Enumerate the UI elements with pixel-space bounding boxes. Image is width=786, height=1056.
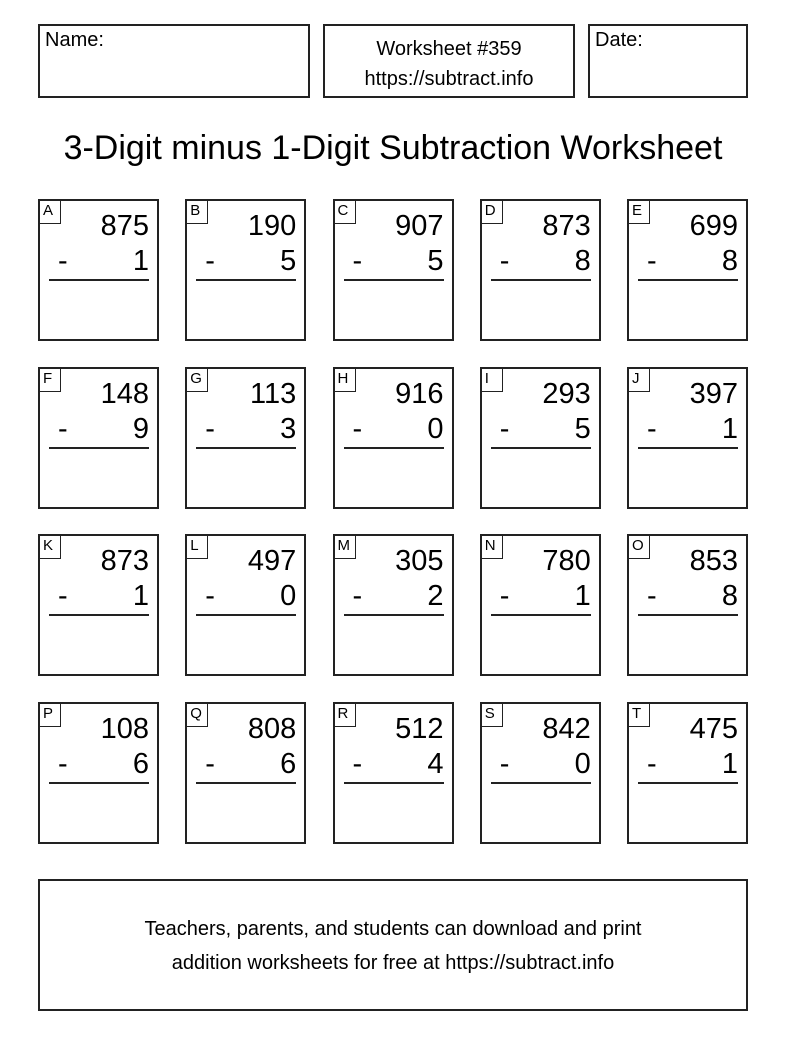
subtrahend: 2 <box>427 580 444 613</box>
worksheet-number: Worksheet #359 <box>376 38 522 60</box>
problem-cell[interactable] <box>333 702 454 844</box>
problem-cell[interactable] <box>480 367 601 509</box>
problem-cell[interactable] <box>627 534 748 676</box>
answer-line <box>196 447 296 449</box>
problem-cell[interactable] <box>480 702 601 844</box>
minuend: 293 <box>542 377 591 410</box>
problem-cell[interactable] <box>38 702 159 844</box>
problem-cell[interactable] <box>38 367 159 509</box>
subtrahend: 1 <box>132 580 149 613</box>
minus-sign: - <box>352 245 363 277</box>
problem-cell[interactable] <box>185 534 306 676</box>
minus-sign: - <box>647 412 657 445</box>
problem-letter: I <box>482 369 503 392</box>
minus-sign: - <box>352 748 363 781</box>
answer-line <box>344 279 444 281</box>
minus-sign: - <box>58 412 68 445</box>
minuend: 113 <box>250 377 297 410</box>
problem-letter: N <box>482 536 503 559</box>
subtrahend: 5 <box>427 245 444 277</box>
problem-letter: L <box>187 536 208 559</box>
worksheet-info-box <box>323 24 575 98</box>
subtrahend: 1 <box>574 580 591 613</box>
minus-sign: - <box>647 580 657 613</box>
footer-box <box>38 879 748 1011</box>
answer-line <box>196 782 296 784</box>
problem-letter: S <box>482 704 503 727</box>
minuend: 108 <box>100 713 149 746</box>
name-label: Name: <box>45 29 104 51</box>
footer-text-line-1: Teachers, parents, and students can download and print <box>144 918 642 940</box>
subtrahend: 3 <box>280 412 297 445</box>
minus-sign: - <box>205 412 215 445</box>
problem-cell[interactable] <box>185 199 306 341</box>
subtrahend: 1 <box>721 412 738 445</box>
minus-sign: - <box>647 748 657 781</box>
minuend: 780 <box>542 545 591 578</box>
minuend: 148 <box>100 377 149 410</box>
problem-cell[interactable] <box>333 199 454 341</box>
answer-line <box>344 614 444 616</box>
minus-sign: - <box>352 412 363 445</box>
worksheet-url[interactable]: https://subtract.info <box>364 68 534 90</box>
minus-sign: - <box>499 748 510 781</box>
subtrahend: 0 <box>280 580 297 613</box>
subtrahend: 6 <box>280 748 297 781</box>
subtrahend: 0 <box>574 748 591 781</box>
answer-line <box>491 614 591 616</box>
answer-line <box>49 279 149 281</box>
subtrahend: 1 <box>132 245 149 277</box>
minus-sign: - <box>499 580 510 613</box>
answer-line <box>491 447 591 449</box>
answer-line <box>196 279 296 281</box>
minus-sign: - <box>58 748 68 781</box>
name-box[interactable] <box>38 24 310 98</box>
problem-grid <box>38 199 748 842</box>
minuend: 907 <box>395 210 444 242</box>
answer-line <box>491 279 591 281</box>
problem-cell[interactable] <box>480 199 601 341</box>
answer-line <box>344 447 444 449</box>
subtrahend: 8 <box>721 245 738 277</box>
minus-sign: - <box>647 245 657 277</box>
page-title: 3-Digit minus 1-Digit Subtraction Worksheet <box>63 129 723 167</box>
problem-cell[interactable] <box>627 199 748 341</box>
problem-letter: K <box>40 536 61 559</box>
minus-sign: - <box>58 245 68 277</box>
minuend: 475 <box>689 713 738 746</box>
minuend: 397 <box>689 377 738 410</box>
problem-cell[interactable] <box>627 702 748 844</box>
footer-text-line-2: addition worksheets for free at https://subtract.info <box>171 952 615 974</box>
subtrahend: 8 <box>721 580 738 613</box>
answer-line <box>49 782 149 784</box>
problem-letter: T <box>629 704 650 727</box>
minus-sign: - <box>205 580 215 613</box>
problem-letter: J <box>629 369 650 392</box>
problem-cell[interactable] <box>185 367 306 509</box>
answer-line <box>491 782 591 784</box>
minuend: 699 <box>689 210 738 242</box>
subtrahend: 6 <box>132 748 149 781</box>
minus-sign: - <box>58 580 68 613</box>
minuend: 916 <box>395 377 444 410</box>
problem-cell[interactable] <box>38 534 159 676</box>
problem-letter: H <box>335 369 356 392</box>
minuend: 873 <box>100 545 149 578</box>
subtrahend: 8 <box>574 245 591 277</box>
minus-sign: - <box>205 748 215 781</box>
date-box[interactable] <box>588 24 748 98</box>
subtrahend: 5 <box>574 412 591 445</box>
date-label: Date: <box>595 29 643 51</box>
minuend: 873 <box>542 210 591 242</box>
minuend: 875 <box>100 210 149 242</box>
minuend: 512 <box>395 713 444 746</box>
answer-line <box>196 614 296 616</box>
problem-letter: B <box>187 201 208 224</box>
minus-sign: - <box>352 580 363 613</box>
answer-line <box>638 782 738 784</box>
problem-letter: A <box>40 201 61 224</box>
answer-line <box>49 447 149 449</box>
problem-letter: O <box>629 536 650 559</box>
problem-letter: D <box>482 201 503 224</box>
problem-cell[interactable] <box>185 702 306 844</box>
problem-letter: G <box>187 369 208 392</box>
problem-letter: E <box>629 201 650 224</box>
problem-cell[interactable] <box>480 534 601 676</box>
answer-line <box>638 614 738 616</box>
minus-sign: - <box>205 245 215 277</box>
problem-letter: R <box>335 704 356 727</box>
subtrahend: 5 <box>280 245 297 277</box>
subtrahend: 4 <box>427 748 444 781</box>
problem-cell[interactable] <box>333 367 454 509</box>
subtrahend: 0 <box>427 412 444 445</box>
minuend: 305 <box>395 545 444 578</box>
problem-letter: F <box>40 369 61 392</box>
minuend: 853 <box>689 545 738 578</box>
minuend: 497 <box>247 545 297 578</box>
minuend: 190 <box>247 210 297 242</box>
answer-line <box>344 782 444 784</box>
answer-line <box>638 279 738 281</box>
problem-cell[interactable] <box>333 534 454 676</box>
answer-line <box>638 447 738 449</box>
problem-letter: C <box>335 201 356 224</box>
minuend: 808 <box>247 713 297 746</box>
problem-letter: M <box>335 536 356 559</box>
subtrahend: 9 <box>132 412 149 445</box>
minus-sign: - <box>499 412 510 445</box>
problem-letter: Q <box>187 704 208 727</box>
answer-line <box>49 614 149 616</box>
minus-sign: - <box>499 245 510 277</box>
problem-cell[interactable] <box>627 367 748 509</box>
problem-cell[interactable] <box>38 199 159 341</box>
subtrahend: 1 <box>721 748 738 781</box>
minuend: 842 <box>542 713 591 746</box>
problem-letter: P <box>40 704 61 727</box>
